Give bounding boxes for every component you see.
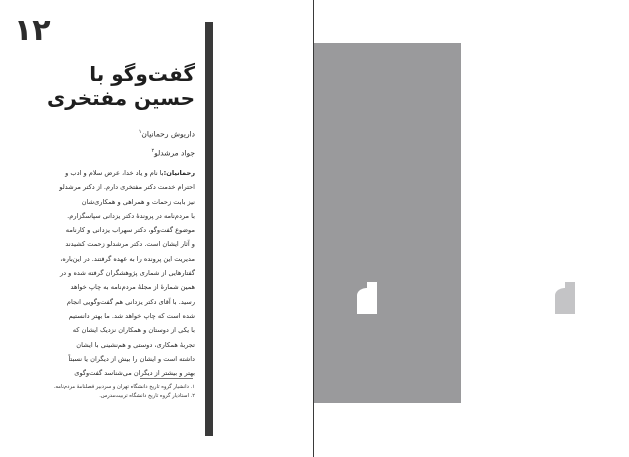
body-line: با مردم‌نامه در پروندهٔ دکتر یزدانی سپاسگزارم.: [67, 211, 195, 220]
body-line: گفتارهایی از شماری پژوهشگران گرفته شده و در: [59, 269, 195, 278]
body-line: موضوع گفت‌وگو، دکتر سهراب یزدانی و کارنامه: [65, 226, 195, 235]
article-body: [40, 166, 195, 380]
author-2-name: جواد مرشدلو: [154, 148, 195, 157]
author-2-footnote-mark: ۲: [151, 147, 155, 154]
author-2: [15, 143, 195, 162]
footnote-2: ۲. استادیار گروه تاریخ دانشگاه تربیت‌مدرس.: [99, 393, 195, 399]
body-line: داشته است و ایشان را بیش از دیگران یا نسبتاً: [68, 354, 195, 363]
title-line-2: حسین مفتخری: [46, 86, 195, 110]
body-line: شده است که چاپ خواهد شد. ما بهتر دانستیم: [68, 311, 195, 320]
body-line: همین شمارهٔ از مجلهٔ مردم‌نامه به چاپ خواهد: [70, 283, 195, 292]
body-line: مدیریت این پرونده را به عهده گرفتند. در این‌باره،: [60, 254, 195, 263]
body-line: بهتر و بیشتر از دیگران می‌شناسد گفت‌وگوی: [74, 369, 195, 378]
author-1: [15, 124, 195, 143]
footnote-separator: [140, 378, 193, 379]
body-line: نیز بابت زحمات و همراهی و همکاری‌شان: [81, 197, 195, 206]
article-title: [15, 62, 195, 110]
decorative-vertical-bar: [205, 22, 213, 436]
footnotes: [35, 383, 195, 401]
author-1-name: داریوش رحمانیان: [141, 129, 195, 139]
gray-image-panel: [314, 43, 461, 403]
body-line: احترام خدمت دکتر مفتخری دارم. از دکتر مرشدلو: [59, 183, 195, 192]
speaker-label: رحمانیان:: [163, 169, 195, 177]
author-list: [15, 124, 195, 161]
body-line: با یکی از دوستان و همکاران نزدیک ایشان که: [72, 326, 195, 335]
author-1-footnote-mark: ۱: [138, 129, 142, 135]
page-number: ۱۲: [14, 13, 51, 48]
footnote-1: ۱. دانشیار گروه تاریخ دانشگاه تهران و سردبیر فصلنامهٔ مردم‌نامه.: [53, 384, 195, 390]
body-line: رحمانیان:با نام و یاد خدا، عرض سلام و ادب و: [65, 169, 195, 177]
body-line: تجربهٔ همکاری، دوستی و هم‌نشینی با ایشان: [76, 340, 195, 349]
body-line: رسید. با آقای دکتر یزدانی هم گفت‌وگویی انجام: [66, 297, 195, 306]
quote-mark-icon: [357, 282, 377, 314]
body-line: و آثار ایشان است. دکتر مرشدلو زحمت کشیدند: [65, 240, 195, 249]
quote-mark-icon: [555, 282, 575, 314]
title-line-1: گفت‌وگو با: [89, 62, 195, 86]
